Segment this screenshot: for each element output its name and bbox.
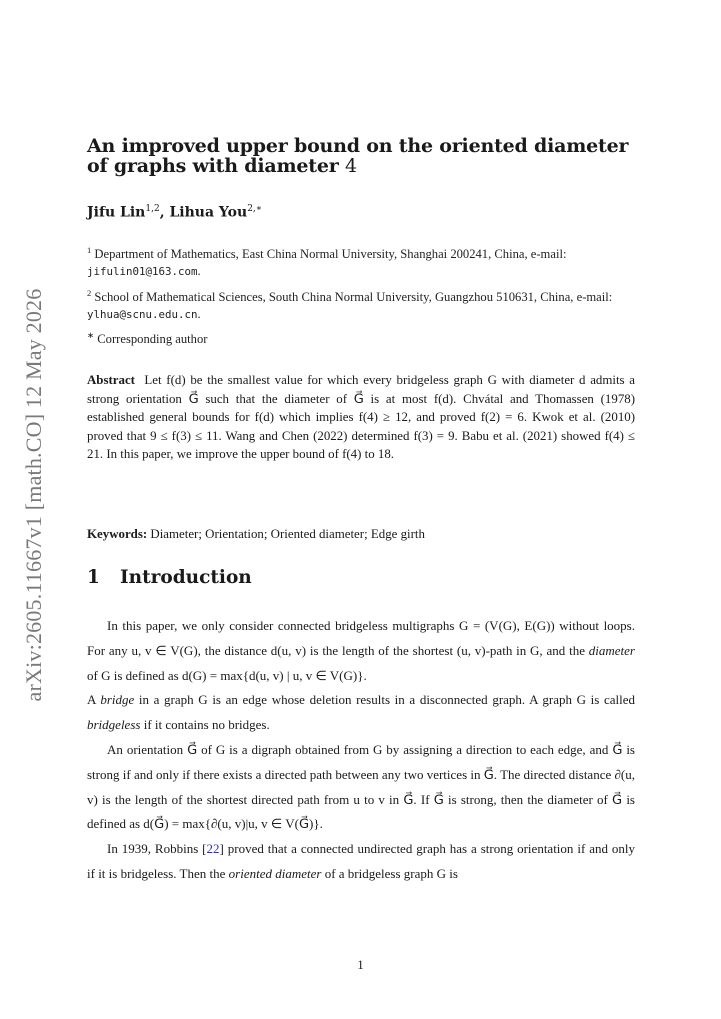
section-heading [87,567,635,588]
keywords-label: Keywords: [87,527,148,541]
keywords [87,525,635,543]
author-2-affil: 2,∗ [247,204,262,214]
email-link[interactable]: ylhua@scnu.edu.cn [87,308,198,322]
email-link[interactable]: jifulin01@163.com [87,265,198,279]
section-title: Introduction [120,567,252,588]
author-list: Jifu Lin$^{1,2}$, Lihua You$^{2,∗}$ [87,204,262,221]
paper-title [87,136,635,176]
paragraph: An orientation G⃗ of G is a digraph obtained from G by assigning a direction to each edge, and G⃗ is strong if and only if there exists a directed path between any two vertices in G⃗. The directed distance ∂(u, v) is the length of the shortest directed path from u to v in G⃗. If G⃗ is strong, then the diameter of G⃗ is defined as d(G⃗) = max{∂(u, v)|u, v ∈ V(G⃗)}. [87,741,635,832]
paragraph: A bridge in a graph G is an edge whose deletion results in a disconnected graph. A graph G is called bridgeless if it contains no bridges. [87,692,636,733]
author-1: Jifu Lin [87,204,146,221]
title-number: 4 [344,155,357,177]
author-2: Lihua You [169,204,248,221]
title-line-1: An improved upper bound on the oriented diameter [87,135,629,157]
abstract-label: Abstract [87,373,135,387]
paragraph: In 1939, Robbins [22] proved that a connected undirected graph has a strong orientation if and only if it is bridgeless. Then the oriented diameter of a bridgeless graph G is [87,841,635,881]
page-number: 1 [357,957,364,972]
keywords-text: Diameter; Orientation; Oriented diameter; Edge girth [150,527,425,541]
title-line-2: of graphs with diameter 4 [87,155,357,177]
author-1-affil: 1,2 [145,204,160,214]
body-text [87,614,635,887]
affiliation-2: $^2$ School of Mathematical Sciences, South China Normal University, Guangzhou 510631, China, e-mail: ylhua@scnu.edu.cn. [87,288,613,322]
abstract [87,371,635,464]
abstract-text: Let f(d) be the smallest value for which every bridgeless graph G with diameter d admits a strong orientation G⃗ such that the diameter of G⃗ is at most f(d). Chvátal and Thomassen (1978) established general bounds for f(d) which implies f(4) ≥ 12, and proved f(2) = 6. Kwok et al. (2010) proved that 9 ≤ f(3) ≤ 11. Wang and Chen (2022) determined f(3) = 9. Babu et al. (2021) showed f(4) ≤ 21. In this paper, we improve the upper bound of f(4) to 18. [87,373,636,461]
affiliation-1: $^1$ Department of Mathematics, East China Normal University, Shanghai 200241, China, e-mail: jifulin01@163.com. [87,245,567,279]
citation-link[interactable]: 22 [206,841,220,857]
section-number: 1 [87,567,100,588]
arxiv-identifier: arXiv:2605.11667v1 [math.CO] 12 May 2026 [21,288,46,702]
paragraph: In this paper, we only consider connected bridgeless multigraphs G = (V(G), E(G)) without loops. For any u, v ∈ V(G), the distance d(u, v) is the length of the shortest (u, v)-path in G, and the diameter of G is defined as d(G) = max{d(u, v) | u, v ∈ V(G)}. [87,618,635,683]
corresponding-note: ∗ Corresponding author [87,330,208,347]
arxiv-sidebar-stamp [12,270,56,720]
